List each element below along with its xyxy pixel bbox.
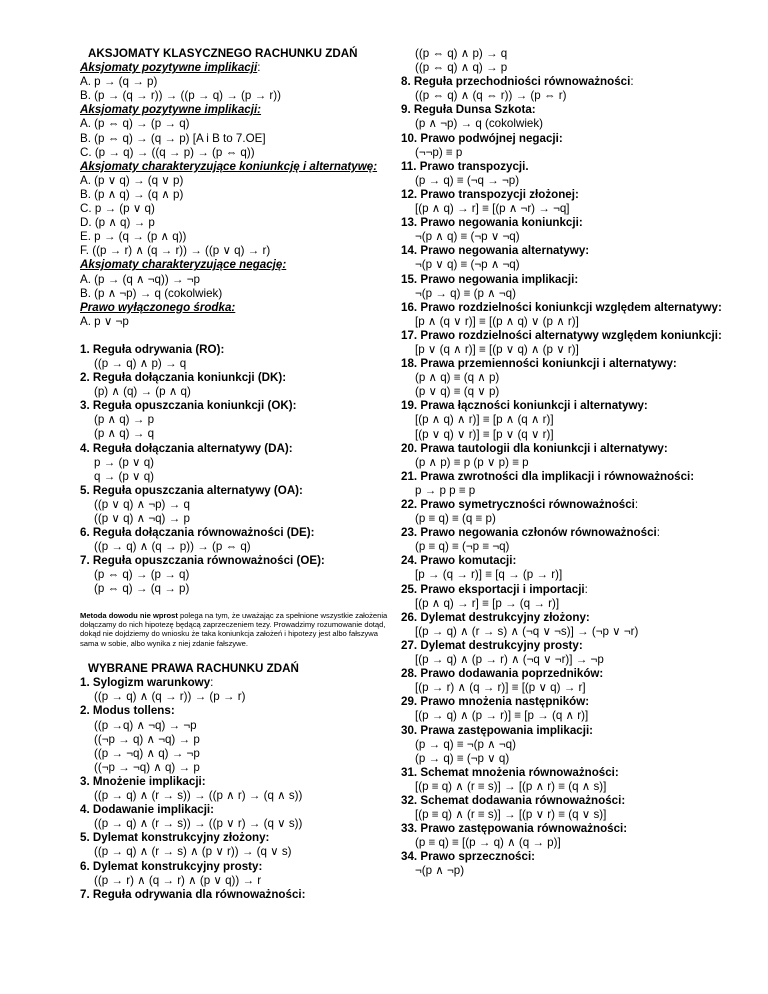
law-formula: ((p → q) ∧ (q → r)) → (p → r) (94, 690, 246, 704)
law-title (401, 611, 741, 625)
rule-title: 2. Reguła dołączania koniunkcji (DK): (80, 371, 287, 385)
law-title (401, 329, 741, 343)
law-formula: ((p →q) ∧ ¬q) → ¬p (94, 718, 197, 732)
proof-note-text: polega na tym, że uważając za spełnione wszystkie założenia dołączamy do nich hipotezę będącą zaprzeczeniem tezy. Prowadzimy rozumowanie dotąd, dokąd nie dojdziemy do wniosku że taka koniunkcja założeń i hipotezy jest albo fałszywa sama w sobie, albo wynika z niej zdanie fałszywe. (80, 610, 388, 648)
law-formula: ((p ⇔ q) ∧ q) → p (415, 61, 508, 75)
law-formula: (p ≡ q) ≡ (¬p ≡ ¬q) (415, 540, 510, 554)
law-formula: ¬(p ∨ q) ≡ (¬p ∧ ¬q) (415, 258, 520, 272)
law-formula: (p ∨ q) ≡ (q ∨ p) (415, 385, 500, 399)
law-formula: [(p ∧ q) → r] ≡ [(p ∧ ¬r) → ¬q] (415, 202, 570, 216)
law-title-text: 23. Prawo negowania członów równoważności (401, 526, 657, 540)
law-formula: [p → (q → r)] ≡ [q → (p → r)] (415, 568, 563, 582)
axiom-group-heading-text: Aksjomaty charakteryzujące negację: (80, 258, 287, 272)
law-title (80, 803, 410, 817)
law-formula: ((p → ¬q) ∧ q) → ¬p (94, 746, 200, 760)
axiom-group-heading-text: Aksjomaty pozytywne implikacji (80, 61, 258, 75)
law-title (80, 831, 410, 845)
page-title: AKSJOMATY KLASYCZNEGO RACHUNKU ZDAŃ (88, 47, 358, 60)
law-title-text: 27. Dylemat destrukcyjny prosty: (401, 638, 583, 652)
laws-section-left (80, 676, 410, 902)
laws-section-right (401, 47, 741, 879)
left-column (80, 47, 410, 902)
law-title-text: 30. Prawa zastępowania implikacji: (401, 723, 594, 737)
law-title (401, 442, 741, 456)
law-title-text: 1. Sylogizm warunkowy (80, 676, 211, 690)
law-title (401, 75, 741, 89)
law-title-text: 18. Prawa przemienności koniunkcji i alternatywy: (401, 357, 677, 371)
rule-formula: (p ⇔ q) → (q → p) (94, 582, 190, 596)
law-title (401, 667, 741, 681)
rule-title: 3. Reguła opuszczania koniunkcji (OK): (80, 399, 297, 413)
axiom-line: C. p → (p ∨ q) (80, 202, 155, 216)
axiom-line: C. (p → q) → ((q → p) → (p ⇔ q)) (80, 145, 255, 159)
law-title-suffix: : (584, 582, 588, 596)
axiom-line: D. (p ∧ q) → p (80, 216, 155, 230)
law-formula: [(p → r) ∧ (q → r)] ≡ [(p ∨ q) → r] (415, 681, 586, 695)
law-formula: (p ∧ p) ≡ p (p ∨ p) ≡ p (415, 455, 529, 469)
law-title (401, 273, 741, 287)
law-title (80, 676, 410, 690)
law-title-suffix: : (210, 676, 214, 690)
law-formula: [(p → q) ∧ (r → s) ∧ (¬q ∨ ¬s)] → (¬p ∨ ¬r) (415, 624, 639, 638)
law-formula: (p ≡ q) ≡ (q ≡ p) (415, 512, 496, 526)
law-formula: (p ≡ q) ≡ [(p → q) ∧ (q → p)] (415, 836, 561, 850)
law-title-text: 8. Reguła przechodniości równoważności (401, 75, 631, 89)
law-title (80, 860, 410, 874)
law-formula: (p → q) ≡ (¬p ∨ q) (415, 751, 510, 765)
law-title-text: 3. Mnożenie implikacji: (80, 774, 206, 788)
law-title-suffix: : (656, 526, 660, 540)
law-title-text: 6. Dylemat konstrukcyjny prosty: (80, 859, 263, 873)
axiom-line: E. p → (q → (p ∧ q)) (80, 230, 187, 244)
law-title (401, 399, 741, 413)
law-title-text: 10. Prawo podwójnej negacji: (401, 131, 563, 145)
rule-formula: (p ⇔ q) → (p → q) (94, 568, 190, 582)
axiom-group-heading (80, 258, 410, 272)
law-title (80, 888, 410, 902)
law-title-text: 19. Prawa łączności koniunkcji i alternatywy: (401, 399, 648, 413)
law-title (401, 850, 741, 864)
axiom-line: F. ((p → r) ∧ (q → r)) → ((p ∨ q) → r) (80, 244, 271, 258)
law-title-text: 31. Schemat mnożenia równoważności: (401, 765, 619, 779)
law-title (401, 822, 741, 836)
proof-note-bold: Metoda dowodu nie wprost (80, 610, 178, 620)
law-formula: (¬¬p) ≡ p (415, 145, 463, 159)
axiom-group-heading (80, 103, 410, 117)
rule-formula: ((p → q) ∧ p) → q (94, 356, 187, 370)
law-title (401, 103, 741, 117)
law-title (401, 357, 741, 371)
law-formula: ¬(p ∧ q) ≡ (¬p ∨ ¬q) (415, 230, 520, 244)
axiom-group-heading-text: Aksjomaty charakteryzujące koniunkcję i alternatywę: (80, 159, 378, 173)
law-formula: ((¬p → q) ∧ ¬q) → p (94, 732, 200, 746)
axiom-line: B. (p ⇔ q) → (q → p) [A i B to 7.OE] (80, 131, 266, 145)
law-formula: [(p → q) ∧ (p → r)] ≡ [p → (q ∧ r)] (415, 709, 589, 723)
law-title (401, 724, 741, 738)
rule-formula: q → (p ∨ q) (94, 469, 155, 483)
law-title-text: 2. Modus tollens: (80, 704, 175, 718)
law-formula: [(p ∨ q) ∨ r)] ≡ [p ∨ (q ∨ r)] (415, 427, 554, 441)
rule-title: 4. Reguła dołączania alternatywy (DA): (80, 441, 293, 455)
law-formula: ((p → q) ∧ (r → s) ∧ (p ∨ r)) → (q ∨ s) (94, 845, 292, 859)
law-title (401, 160, 741, 174)
rule-formula: (p ∧ q) → q (94, 427, 155, 441)
law-formula: [(p ≡ q) ∧ (r ≡ s)] → [(p ∨ r) ≡ (q ∨ s)] (415, 808, 607, 822)
law-title (80, 704, 410, 718)
right-column (401, 47, 741, 879)
law-formula: [p ∨ (q ∧ r)] ≡ [(p ∨ q) ∧ (p ∨ r)] (415, 342, 579, 356)
law-title-text: 29. Prawo mnożenia następników: (401, 695, 590, 709)
law-title (401, 639, 741, 653)
law-title-text: 13. Prawo negowania koniunkcji: (401, 216, 583, 230)
axiom-line: A. (p → (q ∧ ¬q)) → ¬p (80, 272, 200, 286)
law-formula: (p ∧ ¬p) → q (cokolwiek) (415, 117, 544, 131)
axiom-line: B. (p → (q → r)) → ((p → q) → (p → r)) (80, 89, 281, 103)
law-formula: [(p ∧ q) ∧ r)] ≡ [p ∧ (q ∧ r)] (415, 413, 554, 427)
law-title (401, 526, 741, 540)
axiom-line: A. (p ⇔ q) → (p → q) (80, 117, 190, 131)
law-formula: ((¬p → ¬q) ∧ q) → p (94, 760, 200, 774)
law-formula: ((p ⇔ q) ∧ (q ⇔ r)) → (p ⇔ r) (415, 89, 567, 103)
law-title-text: 34. Prawo sprzeczności: (401, 850, 536, 864)
axiom-line: B. (p ∧ q) → (q ∧ p) (80, 187, 184, 201)
rule-formula: ((p ∨ q) ∧ ¬p) → q (94, 497, 190, 511)
rules-section (80, 343, 410, 597)
law-title (401, 216, 741, 230)
axiom-group-heading (80, 301, 410, 315)
axiom-group-heading-text: Aksjomaty pozytywne implikacji: (80, 103, 262, 117)
law-title-text: 22. Prawo symetryczności równoważności (401, 498, 635, 511)
law-title (401, 301, 741, 315)
law-formula: [p ∧ (q ∨ r)] ≡ [(p ∧ q) ∨ (p ∧ r)] (415, 314, 579, 328)
law-title (401, 244, 741, 258)
law-title-text: 5. Dylemat konstrukcyjny złożony: (80, 831, 270, 845)
law-formula: ((p ⇔ q) ∧ p) → q (415, 47, 508, 60)
law-formula: p → p p ≡ p (415, 483, 476, 497)
law-formula: (p → q) ≡ (¬q → ¬p) (415, 173, 520, 187)
law-title (401, 794, 741, 808)
law-formula: ((p → q) ∧ (r → s)) → ((p ∨ r) → (q ∨ s)) (94, 817, 303, 831)
law-title-suffix: : (630, 75, 634, 89)
law-title-text: 11. Prawo transpozycji. (401, 159, 529, 173)
axiom-line: B. (p ∧ ¬p) → q (cokolwiek) (80, 286, 223, 300)
law-formula: [(p ≡ q) ∧ (r ≡ s)] → [(p ∧ r) ≡ (q ∧ s)] (415, 779, 607, 793)
rule-formula: ((p → q) ∧ (q → p)) → (p ⇔ q) (94, 540, 251, 554)
rule-formula: p → (p ∨ q) (94, 455, 155, 469)
law-title (401, 498, 741, 512)
law-title (401, 583, 741, 597)
law-title-text: 21. Prawa zwrotności dla implikacji i równoważności: (401, 469, 695, 483)
law-formula: (p ∧ q) ≡ (q ∧ p) (415, 371, 500, 385)
law-title-text: 7. Reguła odrywania dla równoważności: (80, 887, 306, 901)
law-title-text: 15. Prawo negowania implikacji: (401, 272, 579, 286)
law-title-text: 26. Dylemat destrukcyjny złożony: (401, 610, 590, 624)
law-title-text: 14. Prawo negowania alternatywy: (401, 244, 590, 258)
law-title-text: 9. Reguła Dunsa Szkota: (401, 103, 536, 117)
rule-title: 1. Reguła odrywania (RO): (80, 342, 225, 356)
law-title-suffix: : (634, 498, 639, 511)
axiom-line: A. p → (q → p) (80, 75, 158, 89)
law-title (401, 188, 741, 202)
law-title-text: 33. Prawo zastępowania równoważności: (401, 822, 628, 836)
law-title-text: 4. Dodawanie implikacji: (80, 803, 215, 817)
law-formula: [(p ∧ q) → r] ≡ [p → (q → r)] (415, 596, 560, 610)
axiom-group-heading (80, 160, 410, 174)
axiom-group-heading-text: Prawo wyłączonego środka: (80, 300, 236, 314)
law-title-text: 17. Prawo rozdzielności alternatywy względem koniunkcji: (401, 328, 722, 342)
law-formula: ¬(p ∧ ¬p) (415, 864, 465, 878)
law-title-text: 24. Prawo komutacji: (401, 554, 517, 568)
law-title (401, 470, 741, 484)
axioms-section (80, 61, 410, 329)
law-title-text: 25. Prawo eksportacji i importacji (401, 582, 585, 596)
law-title (401, 132, 741, 146)
rule-title: 5. Reguła opuszczania alternatywy (OA): (80, 483, 303, 497)
rule-title: 7. Reguła opuszczania równoważności (OE): (80, 554, 325, 568)
law-title-text: 32. Schemat dodawania równoważności: (401, 793, 626, 807)
law-formula: ((p → q) ∧ (r → s)) → ((p ∧ r) → (q ∧ s)) (94, 789, 303, 803)
axiom-line: A. p ∨ ¬p (80, 314, 129, 328)
law-title (401, 695, 741, 709)
law-title-text: 12. Prawo transpozycji złożonej: (401, 187, 579, 201)
law-title-text: 20. Prawa tautologii dla koniunkcji i alternatywy: (401, 441, 668, 455)
rule-formula: ((p ∨ q) ∧ ¬q) → p (94, 512, 190, 525)
law-title (401, 766, 741, 780)
law-formula: (p → q) ≡ ¬(p ∧ ¬q) (415, 737, 516, 751)
law-formula: [(p → q) ∧ (p → r) ∧ (¬q ∨ ¬r)] → ¬p (415, 653, 604, 667)
law-formula: ((p → r) ∧ (q → r) ∧ (p ∨ q)) → r (94, 873, 262, 887)
laws-title: WYBRANE PRAWA RACHUNKU ZDAŃ (88, 662, 299, 676)
axiom-group-heading (80, 61, 410, 75)
rule-formula: (p ∧ q) → p (94, 413, 155, 427)
law-title (80, 775, 410, 789)
law-title (401, 554, 741, 568)
rule-title: 6. Reguła dołączania równoważności (DE): (80, 526, 315, 540)
axiom-line: A. (p ∨ q) → (q ∨ p) (80, 173, 184, 187)
law-title-text: 16. Prawo rozdzielności koniunkcji względem alternatywy: (401, 300, 722, 314)
rule-formula: (p) ∧ (q) → (p ∧ q) (94, 385, 191, 399)
axiom-group-heading-suffix: : (257, 61, 261, 75)
law-formula: ¬(p → q) ≡ (p ∧ ¬q) (415, 286, 516, 300)
law-title-text: 28. Prawo dodawania poprzedników: (401, 667, 604, 681)
proof-note (80, 611, 398, 649)
